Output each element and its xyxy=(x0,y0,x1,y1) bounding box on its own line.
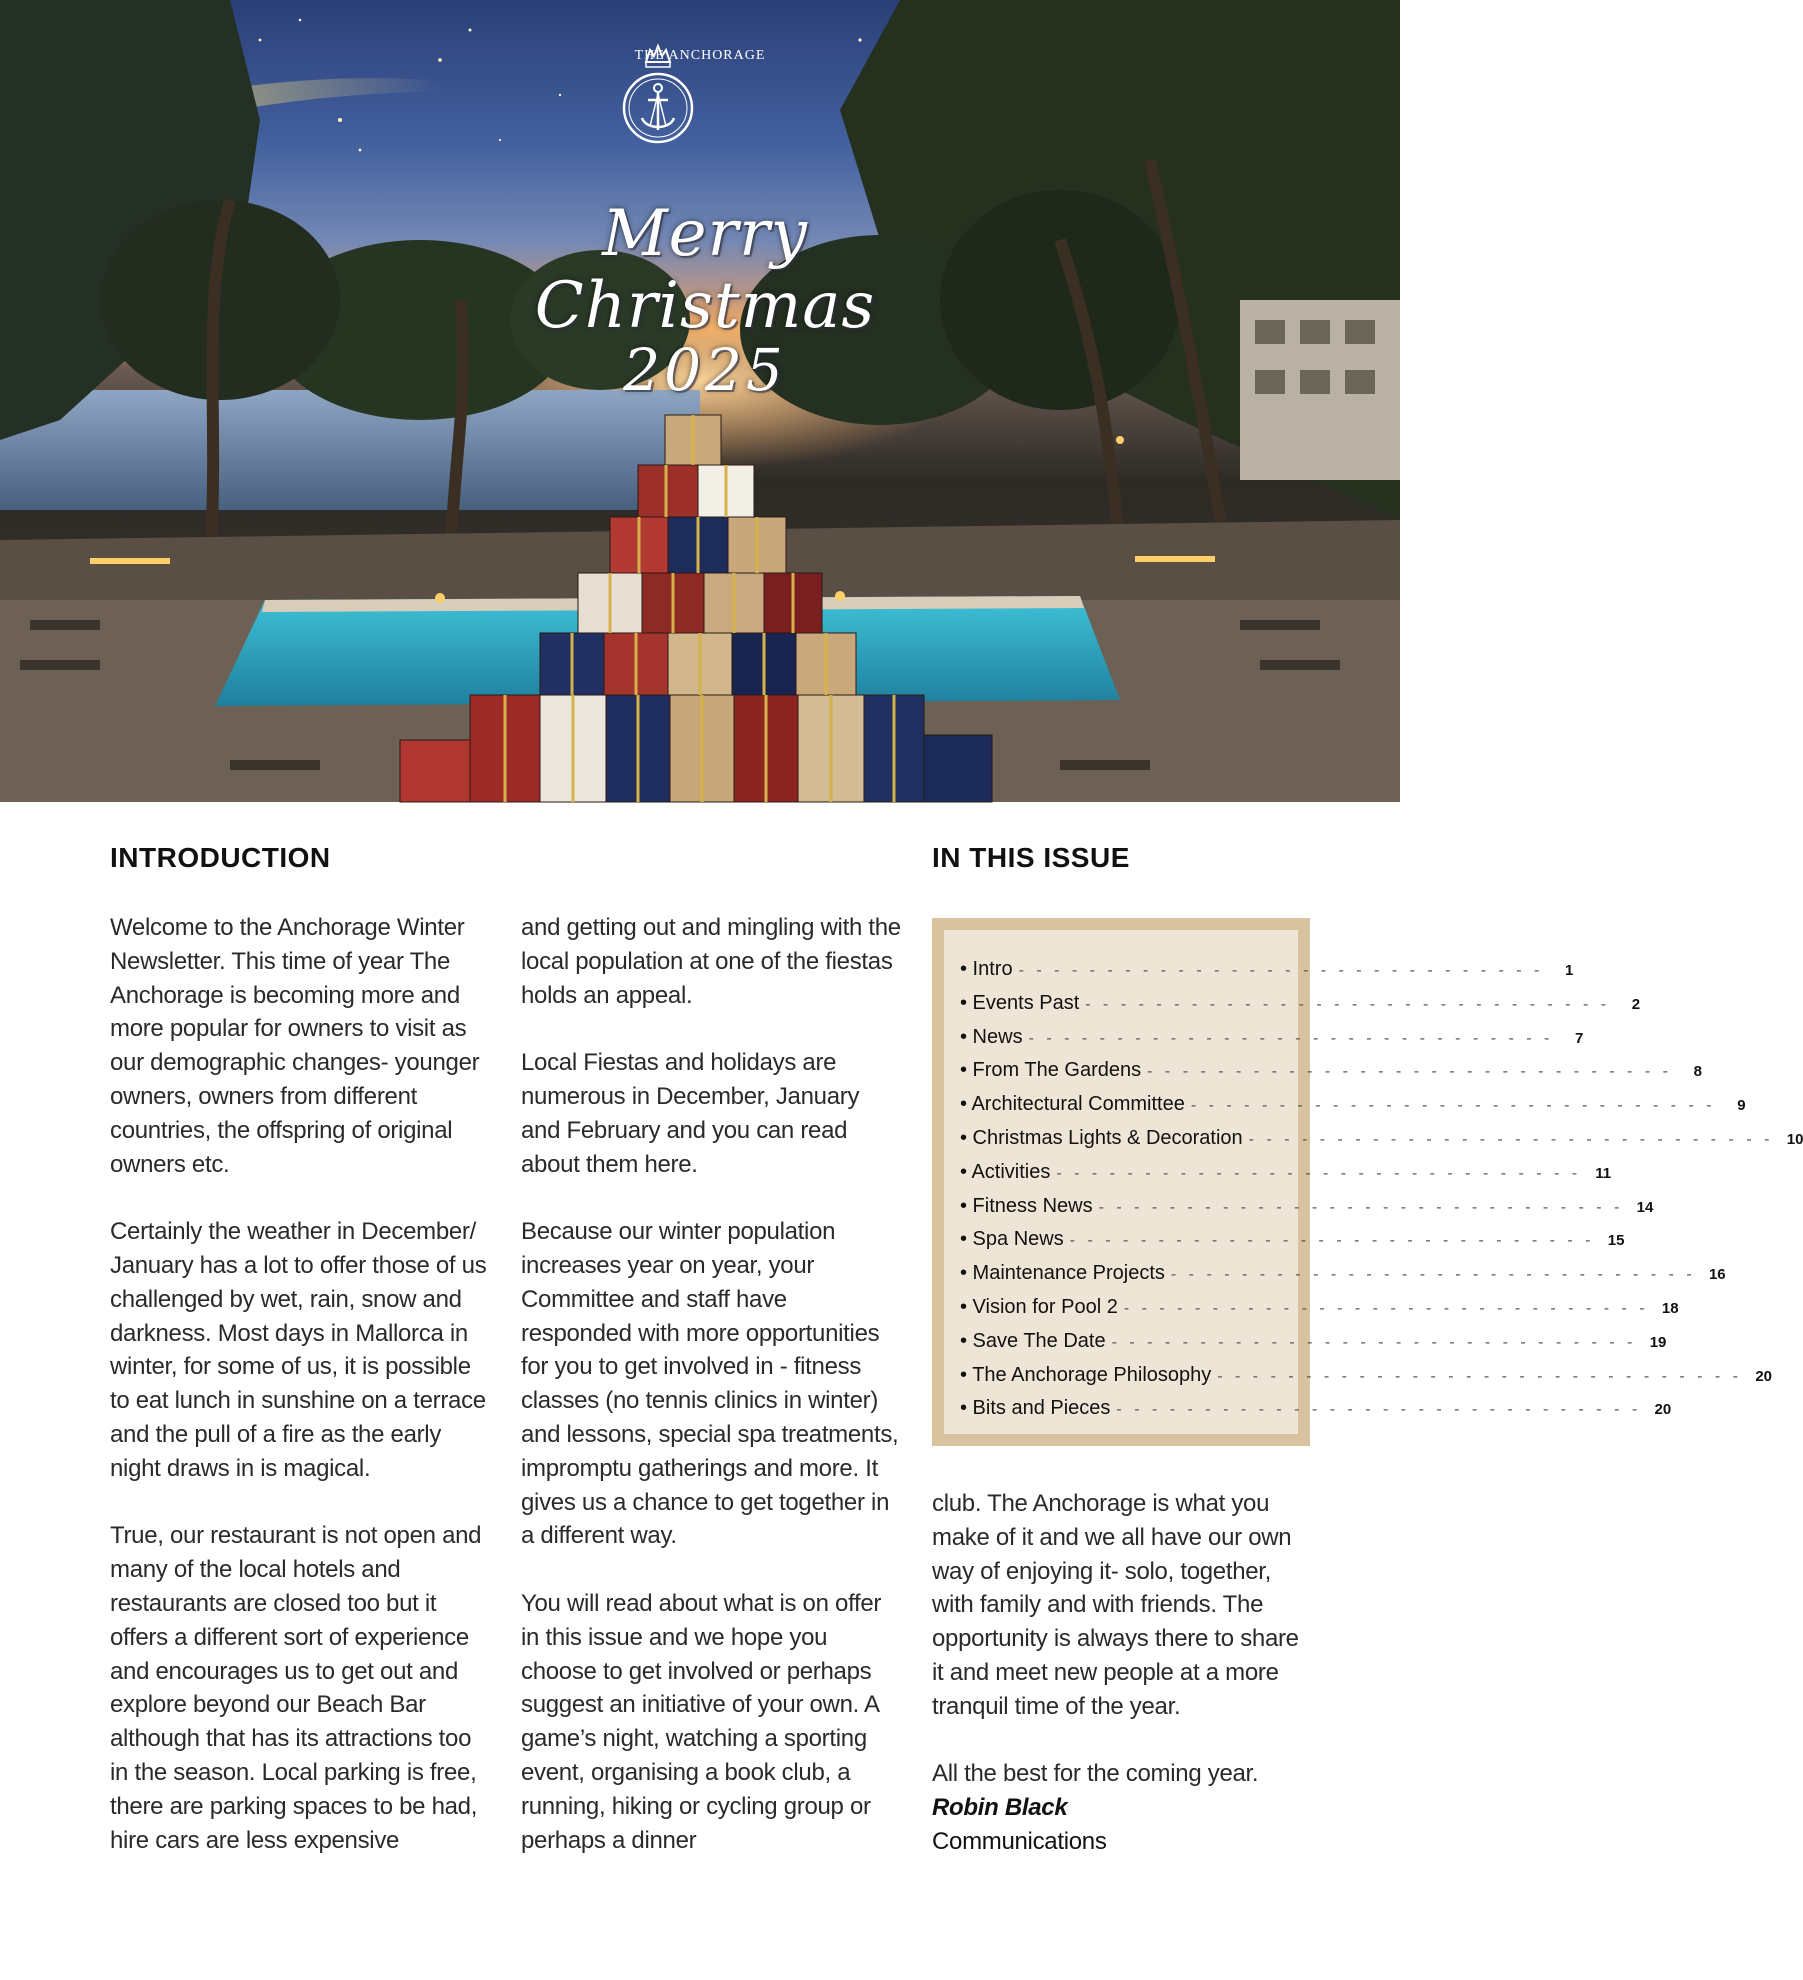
paragraph: Because our winter population increases year on year, your Committee and staff have responded with more opportunities for you to get involved in - fitness classes (no tennis clinics in winter) and lessons, special spa treatments, impromptu gatherings and more. It gives us a chance to get together in a different way. xyxy=(521,1218,899,1550)
toc-item[interactable] xyxy=(960,1059,1702,1093)
toc-item-label: • Maintenance Projects xyxy=(960,1262,1165,1285)
toc-item-label: • Intro xyxy=(960,958,1013,980)
toc-leader: - - - - - - - - - - - - - - - - - - - - - - - - - - - - - - xyxy=(1248,1130,1774,1148)
toc-item-label: • Architectural Committee xyxy=(960,1093,1185,1116)
paragraph: Local Fiestas and holidays are numerous in December, January and February and you can read about them here. xyxy=(521,1049,860,1178)
paragraph: True, our restaurant is not open and many of the local hotels and restaurants are closed too but it offers a different sort of experience and encourages us to get out and explore beyond our Beach Bar although that has its attractions too in the season. Local parking is free, there are parking spaces to be had, hire cars are less expensive xyxy=(110,1522,482,1854)
toc-item-label: • Spa News xyxy=(960,1228,1064,1251)
hero-image xyxy=(0,0,1400,802)
signature-name: Robin Black xyxy=(932,1794,1068,1822)
anchor-crest-icon xyxy=(620,44,696,146)
toc-item[interactable] xyxy=(960,1160,1612,1195)
toc-item[interactable] xyxy=(960,1397,1672,1431)
toc-item-page: 10 xyxy=(1786,1130,1803,1148)
toc-item[interactable] xyxy=(960,1025,1584,1060)
toc-item-label: • News xyxy=(960,1025,1023,1048)
toc-item-label: • Save The Date xyxy=(960,1329,1106,1352)
signoff xyxy=(932,1757,1314,1858)
toc-item-label: • Bits and Pieces xyxy=(960,1397,1111,1420)
intro-column-3 xyxy=(932,1487,1314,1859)
logo-wordmark: THE ANCHORAGE xyxy=(634,48,766,63)
toc-item-page: 7 xyxy=(1575,1029,1584,1047)
toc-item[interactable] xyxy=(960,1262,1726,1296)
toc-item-label: • From The Gardens xyxy=(960,1059,1142,1082)
introduction-heading: INTRODUCTION xyxy=(110,842,331,873)
toc-item-page: 14 xyxy=(1636,1198,1654,1216)
toc-leader: - - - - - - - - - - - - - - - - - - - - - - - - - - - - - - xyxy=(1056,1164,1582,1182)
toc-item-page: 15 xyxy=(1607,1232,1625,1250)
toc-item-label: • Christmas Lights & Decoration xyxy=(960,1126,1243,1149)
greeting-year: 2025 xyxy=(623,336,787,404)
toc-item[interactable] xyxy=(960,991,1641,1026)
toc-leader: - - - - - - - - - - - - - - - - - - - - - - - - - - - - - - xyxy=(1190,1097,1716,1115)
toc-leader: - - - - - - - - - - - - - - - - - - - - - - - - - - - - - - xyxy=(1069,1232,1595,1250)
toc-leader: - - - - - - - - - - - - - - - - - - - - - - - - - - - - - - xyxy=(1098,1198,1624,1216)
toc-item[interactable] xyxy=(960,1363,1773,1398)
paragraph: Certainly the weather in December/ January has a lot to offer those of us challenged by wet, rain, snow and darkness. Most days in Mallorca in winter, for some of us, it is possible to eat lunch in sunshine on a terrace and the pull of a fire as the early night draws in is magical. xyxy=(110,1218,487,1482)
toc-item-page: 9 xyxy=(1737,1097,1746,1115)
paragraph: You will read about what is on offer in this issue and we hope you choose to get involved or perhaps suggest an initiative of your own. A game’s night, watching a sporting event, organising a book club, a running, hiking or cycling group or perhaps a dinner xyxy=(521,1589,882,1854)
toc-leader: - - - - - - - - - - - - - - - - - - - - - - - - - - - - - - xyxy=(1217,1367,1743,1385)
paragraph: club. The Anchorage is what you make of it and we all have our own way of enjoying it- solo, together, with family and with friends. The opportunity is always there to share it and meet new people at a more tranquil time of the year. xyxy=(932,1490,1299,1720)
toc-leader: - - - - - - - - - - - - - - - - - - - - - - - - - - - - - - xyxy=(1116,1401,1642,1419)
toc-item[interactable] xyxy=(960,1093,1746,1127)
toc-item[interactable] xyxy=(960,958,1574,992)
intro-column-1 xyxy=(110,911,492,1857)
toc-item-label: • The Anchorage Philosophy xyxy=(960,1363,1212,1386)
toc-item-label: • Events Past xyxy=(960,991,1080,1014)
toc-item[interactable] xyxy=(960,1228,1625,1262)
toc-leader: - - - - - - - - - - - - - - - - - - - - - - - - - - - - - - xyxy=(1111,1333,1637,1351)
signature-role: Communications xyxy=(932,1827,1107,1855)
toc-item-label: • Activities xyxy=(960,1160,1051,1183)
christmas-greeting xyxy=(470,197,940,404)
toc-item[interactable] xyxy=(960,1194,1654,1229)
toc-item-page: 8 xyxy=(1693,1063,1702,1081)
greeting-title: Merry Christmas xyxy=(534,197,876,343)
toc-item[interactable] xyxy=(960,1295,1679,1330)
toc-item-page: 20 xyxy=(1755,1367,1773,1385)
toc-item-page: 16 xyxy=(1708,1266,1726,1284)
toc-item-page: 20 xyxy=(1654,1401,1672,1419)
table-of-contents xyxy=(932,918,1803,1446)
toc-item[interactable] xyxy=(960,1329,1667,1364)
toc-item-label: • Fitness News xyxy=(960,1194,1093,1217)
toc-item[interactable] xyxy=(960,1126,1803,1161)
signoff-text: All the best for the coming year. xyxy=(932,1760,1259,1788)
toc-leader: - - - - - - - - - - - - - - - - - - - - - - - - - - - - - - xyxy=(1028,1029,1554,1047)
toc-leader: - - - - - - - - - - - - - - - - - - - - - - - - - - - - - - xyxy=(1170,1266,1696,1284)
toc-leader: - - - - - - - - - - - - - - - - - - - - - - - - - - - - - - xyxy=(1123,1299,1649,1317)
paragraph: Welcome to the Anchorage Winter Newsletter. This time of year The Anchorage is becoming more and more popular for owners to visit as our demographic changes- younger owners, owners from different countries, the offspring of original owners etc. xyxy=(110,914,480,1178)
anchorage-logo xyxy=(620,44,780,64)
toc-item-page: 19 xyxy=(1649,1333,1667,1351)
toc-item-page: 11 xyxy=(1595,1164,1612,1182)
toc-item-page: 2 xyxy=(1631,995,1641,1013)
toc-leader: - - - - - - - - - - - - - - - - - - - - - - - - - - - - - - xyxy=(1085,995,1611,1013)
intro-column-2 xyxy=(521,911,903,1857)
toc-leader: - - - - - - - - - - - - - - - - - - - - - - - - - - - - - - xyxy=(1018,962,1544,979)
toc-leader: - - - - - - - - - - - - - - - - - - - - - - - - - - - - - - xyxy=(1147,1063,1672,1081)
in-this-issue-heading: IN THIS ISSUE xyxy=(932,842,1130,873)
toc-item-label: • Vision for Pool 2 xyxy=(960,1295,1118,1318)
paragraph: and getting out and mingling with the local population at one of the fiestas holds an appeal. xyxy=(521,914,901,1009)
toc-item-page: 18 xyxy=(1661,1299,1679,1317)
toc-item-page: 1 xyxy=(1565,962,1574,979)
